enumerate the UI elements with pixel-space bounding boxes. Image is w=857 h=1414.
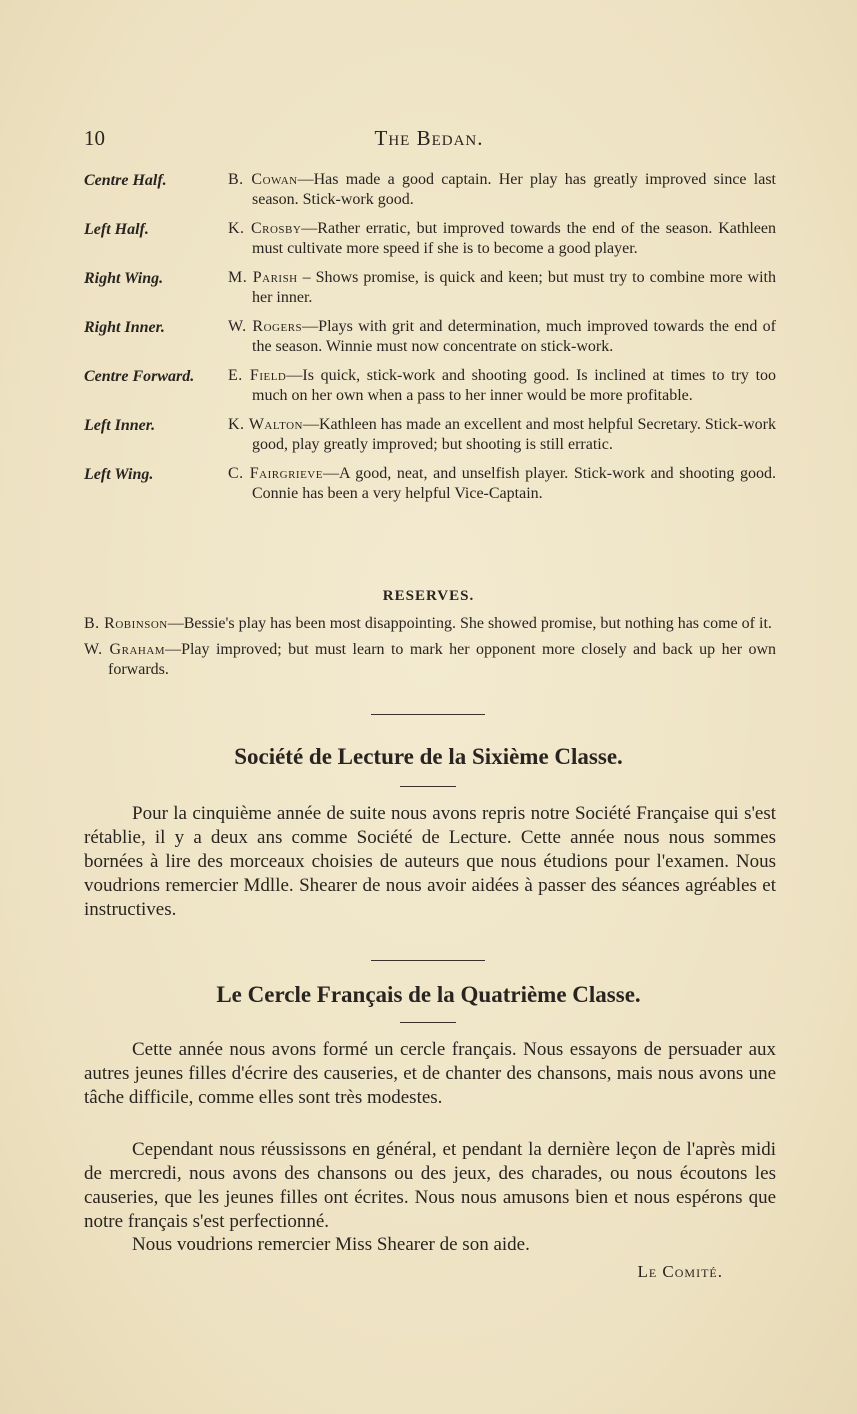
section-divider	[371, 714, 485, 715]
player-name: C. Fairgrieve	[228, 465, 323, 482]
section-title-lecture: Société de Lecture de la Sixième Classe.	[234, 744, 623, 769]
reserve-entry	[84, 614, 776, 634]
player-entry	[84, 415, 776, 455]
cercle-paragraph-3: Nous voudrions remercier Miss Shearer de son aide.	[132, 1234, 530, 1255]
player-name: K. Walton	[228, 416, 303, 433]
reserve-entry	[84, 640, 776, 680]
reserves-list	[84, 614, 776, 686]
reserves-heading: RESERVES.	[382, 588, 475, 604]
title-underline	[400, 786, 456, 787]
reserve-name: B. Robinson	[84, 615, 168, 632]
player-name: E. Field	[228, 367, 287, 384]
player-description	[228, 268, 776, 308]
reserve-remark: —Bessie's play has been most disappointing. She showed promise, but nothing has come of it.	[167, 615, 772, 632]
player-name: W. Rogers	[228, 318, 303, 335]
player-remark: —Is quick, stick-work and shooting good. Is inclined at times to try too much on her own when a pass to her inner would be more profitable.	[252, 367, 777, 404]
player-position: Right Inner.	[84, 319, 165, 336]
player-name: K. Crosby	[228, 220, 302, 237]
reserve-remark: —Play improved; but must learn to mark her opponent more closely and back up her own forwards.	[108, 641, 777, 678]
player-position: Right Wing.	[84, 270, 164, 287]
player-entry	[84, 268, 776, 308]
title-underline	[400, 1022, 456, 1023]
player-remark: —Has made a good captain. Her play has greatly improved since last season. Stick-work good.	[252, 171, 776, 208]
player-name: M. Parish	[228, 269, 298, 286]
player-description	[228, 170, 776, 210]
player-list	[84, 170, 776, 513]
player-name: B. Cowan	[228, 171, 298, 188]
page-header	[84, 126, 774, 156]
page-number: 10	[84, 126, 105, 150]
section-title-cercle: Le Cercle Français de la Quatrième Classe.	[216, 982, 641, 1007]
player-position: Left Inner.	[84, 417, 156, 434]
lecture-paragraph: Pour la cinquième année de suite nous avons repris notre Société Française qui s'est rétablie, il y a deux ans comme Société de Lecture. Cette année nous nous sommes bornées à lire des morceaux choisies de auteurs que nous étudions pour l'examen. Nous voudrions remercier Mdlle. Shearer de nous avoir aidées à passer des séances agréables et instructives.	[84, 803, 776, 920]
cercle-paragraph-1: Cette année nous avons formé un cercle français. Nous essayons de persuader aux autres jeunes filles d'écrire des causeries, et de chanter des chansons, mais nous avons une tâche difficile, comme elles sont très modestes.	[84, 1039, 776, 1108]
player-remark: —Plays with grit and determination, much improved towards the end of the season. Winnie must now concentrate on stick-work.	[252, 318, 776, 355]
player-entry	[84, 366, 776, 406]
player-description	[228, 317, 776, 357]
player-position: Left Half.	[84, 221, 149, 238]
player-description	[228, 415, 776, 455]
player-description	[228, 366, 776, 406]
player-remark: —Kathleen has made an excellent and most helpful Secretary. Stick-work good, play greatly improved; but shooting is still erratic.	[252, 416, 776, 453]
player-entry	[84, 317, 776, 357]
player-remark: —Rather erratic, but improved towards the end of the season. Kathleen must cultivate more speed if she is to become a good player.	[252, 220, 776, 257]
player-position: Centre Half.	[84, 172, 167, 189]
player-position: Left Wing.	[84, 466, 154, 483]
player-entry	[84, 464, 776, 504]
player-entry	[84, 170, 776, 210]
section-divider	[371, 960, 485, 961]
running-title: The Bedan.	[374, 126, 484, 150]
reserve-name: W. Graham	[84, 641, 166, 658]
player-description	[228, 219, 776, 259]
signature: Le Comité.	[637, 1262, 723, 1281]
player-remark: – Shows promise, is quick and keen; but must try to combine more with her inner.	[252, 269, 777, 306]
player-position: Centre Forward.	[84, 368, 195, 385]
player-remark: —A good, neat, and unselfish player. Stick-work and shooting good. Connie has been a very helpful Vice-Captain.	[252, 465, 777, 502]
player-entry	[84, 219, 776, 259]
player-description	[228, 464, 776, 504]
cercle-paragraph-2: Cependant nous réussissons en général, et pendant la dernière leçon de l'après midi de mercredi, nous avons des chansons ou des jeux, des charades, ou nous écoutons les causeries, que les jeunes filles ont écrites. Nous nous amusons bien et nous espérons que notre français s'est perfectionné.	[84, 1139, 776, 1232]
